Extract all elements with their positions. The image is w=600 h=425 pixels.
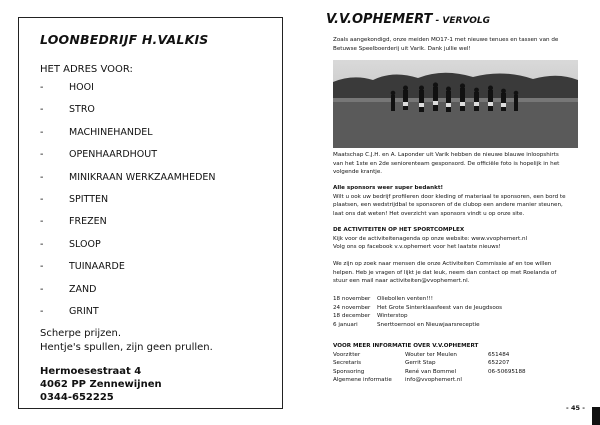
sponsors-thanks xyxy=(333,184,578,218)
contact-phone: 651484 xyxy=(488,351,510,358)
club-title xyxy=(326,12,490,27)
service-label: FREZEN xyxy=(69,216,107,228)
text-line: Volg ons op facebook v.v.ophemert voor het laatste nieuws! xyxy=(333,244,501,251)
contact-phone: 652207 xyxy=(488,360,510,367)
page-corner-mark xyxy=(592,407,600,425)
text-line: stuur een mail naar activiteiten@vvophemert.nl. xyxy=(333,278,470,285)
service-label: ZAND xyxy=(69,283,97,295)
list-dash: - xyxy=(40,171,44,183)
address-phone: 0344-652225 xyxy=(40,392,114,403)
service-label: MINIKRAAN WERKZAAMHEDEN xyxy=(69,171,216,183)
thanks-heading: Alle sponsors weer super bedankt! xyxy=(333,185,444,191)
section-heading xyxy=(333,342,578,351)
event-desc: Het Grote Sinterklaasfeest van de Jeugdsoos xyxy=(377,304,503,311)
section-heading xyxy=(333,226,578,235)
list-dash: - xyxy=(40,82,44,93)
contact-phone: 06-50695188 xyxy=(488,368,526,375)
service-label: TUINAARDE xyxy=(69,261,125,273)
activities-section xyxy=(333,226,578,252)
service-label: OPENHAARDHOUT xyxy=(69,149,158,161)
ad-title: LOONBEDRIJF H.VALKIS xyxy=(40,32,209,47)
ad-slogan-line: Scherpe prijzen. xyxy=(40,328,122,339)
service-label: STRO xyxy=(69,104,95,116)
event-date: 18 november xyxy=(333,296,371,302)
contact-row xyxy=(333,351,578,360)
event-row xyxy=(333,321,578,330)
ad-address xyxy=(40,365,162,404)
text-line: Zoals aangekondigd, onze meiden MO17-1 met nieuwe tenues en tassen van de xyxy=(333,37,559,43)
list-dash: - xyxy=(40,283,44,295)
address-city: 4062 PP Zennewijnen xyxy=(40,379,162,390)
service-label: SPITTEN xyxy=(69,193,109,205)
list-dash: - xyxy=(40,305,44,317)
service-label: MACHINEHANDEL xyxy=(69,126,153,138)
contact-role: Secretaris xyxy=(333,360,362,367)
text-line: laat ons dat weten! Het overzicht van sponsors vindt u op onze site. xyxy=(333,210,525,217)
text-line: helpen. Heb je vragen of lijkt je dat leuk, neem dan contact op met Roelanda of xyxy=(333,269,557,276)
contact-email: info@vvophemert.nl xyxy=(405,377,462,384)
club-title-main: V.V.OPHEMERT xyxy=(326,12,433,27)
photo-field xyxy=(333,98,578,148)
list-dash: - xyxy=(40,104,44,116)
volunteer-paragraph xyxy=(333,260,578,286)
contact-table xyxy=(333,342,578,385)
service-label: GRINT xyxy=(69,305,99,317)
intro-paragraph xyxy=(333,36,578,53)
event-desc: Oliebollen venten!!! xyxy=(377,296,434,302)
contact-row xyxy=(333,376,578,385)
list-dash: - xyxy=(40,149,44,161)
text-line: Maatschap C.J.H. en A. Laponder uit Varik hebben de nieuwe blauwe inloopshirts xyxy=(333,152,559,158)
section-heading xyxy=(333,184,578,193)
contact-name: Wouter ter Meulen xyxy=(405,351,457,358)
event-date: 6 januari xyxy=(333,321,358,328)
ad-intro: HET ADRES VOOR: xyxy=(40,64,133,75)
address-street: Hermoesestraat 4 xyxy=(40,366,142,377)
contact-name: Gerrit Stap xyxy=(405,360,436,367)
contacts-heading: VOOR MEER INFORMATIE OVER V.V.OPHEMERT xyxy=(333,343,479,349)
event-list xyxy=(333,295,578,329)
text-line: We zijn op zoek naar mensen die onze Activiteiten Commissie af en toe willen xyxy=(333,261,552,267)
service-label: HOOI xyxy=(69,82,94,93)
contact-row xyxy=(333,359,578,368)
list-dash: - xyxy=(40,216,44,228)
event-row xyxy=(333,312,578,321)
page-number: - 45 - xyxy=(566,404,585,412)
text-line: Betuwse Speelboerderij uit Varik. Dank jullie wel! xyxy=(333,45,471,52)
text-line: van het 1ste en 2de seniorenteam gesponsord. De officiële foto is hopelijk in het xyxy=(333,160,560,167)
event-desc: Winterstop xyxy=(377,313,408,320)
text-line: volgende krantje. xyxy=(333,169,383,176)
contact-name: René van Bommel xyxy=(405,368,457,375)
list-dash: - xyxy=(40,126,44,138)
event-date: 18 december xyxy=(333,313,371,320)
sponsor-paragraph xyxy=(333,151,578,177)
text-line: Kijk voor de activiteitenagenda op onze website: www.vvophemert.nl xyxy=(333,235,528,242)
event-desc: Snerttoernooi en Nieuwjaarsreceptie xyxy=(377,321,480,328)
team-photo xyxy=(333,60,578,148)
event-row xyxy=(333,295,578,304)
list-dash: - xyxy=(40,193,44,205)
contact-role: Voorzitter xyxy=(333,351,361,358)
text-line: Wilt u ook uw bedrijf profileren door kleding of materiaal te sponsoren, een bord te xyxy=(333,193,566,200)
text-line: plaatsen, een wedstrijdbal te sponsoren of de clubop een andere manier steunen, xyxy=(333,202,563,209)
event-date: 24 november xyxy=(333,304,371,311)
contact-role: Algemene informatie xyxy=(333,377,392,384)
ad-slogan-line: Hentje's spullen, zijn geen prullen. xyxy=(40,342,213,353)
ad-slogan xyxy=(40,327,213,355)
list-dash: - xyxy=(40,261,44,273)
activities-heading: DE ACTIVITEITEN OP HET SPORTCOMPLEX xyxy=(333,227,465,233)
club-title-sub: - VERVOLG xyxy=(432,16,491,26)
contact-row xyxy=(333,368,578,377)
photo-fence xyxy=(333,98,578,102)
list-dash: - xyxy=(40,238,44,250)
page-divider xyxy=(300,0,301,425)
event-row xyxy=(333,304,578,313)
service-label: SLOOP xyxy=(69,238,101,250)
contact-role: Sponsoring xyxy=(333,368,365,375)
